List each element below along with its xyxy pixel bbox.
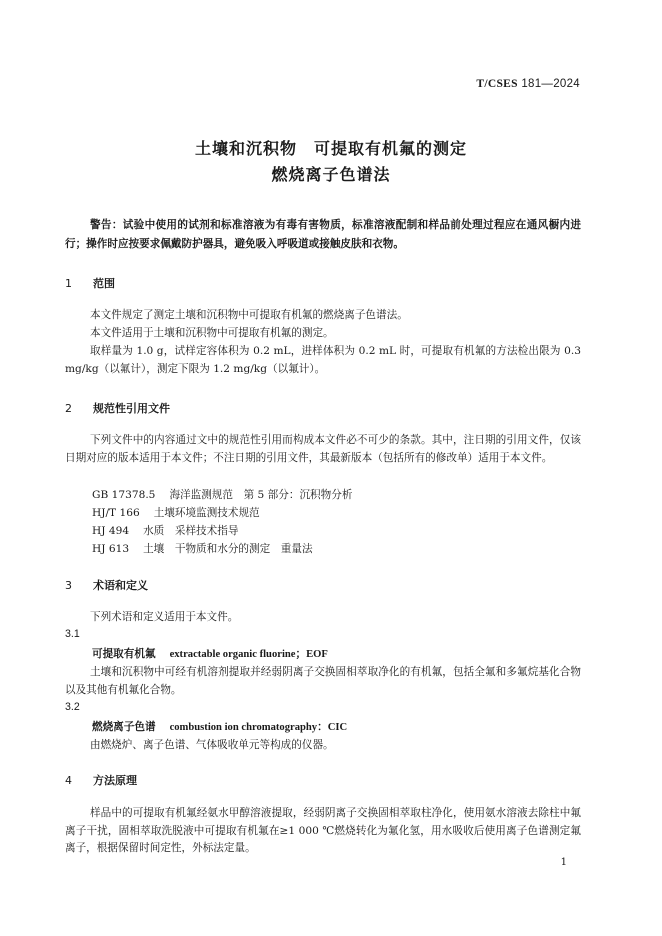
section-number: 3 <box>65 579 72 592</box>
section-2-intro: 下列文件中的内容通过文中的规范性引用而构成本文件必不可少的条款。其中，注日期的引用文件，仅该日期对应的版本适用于本文件；不注日期的引用文件，其最新版本（包括所有的修改单）适用于本文件。 <box>65 434 581 464</box>
reference-name: 土壤环境监测技术规范 <box>153 507 260 519</box>
term-number: 3.2 <box>65 701 80 713</box>
section-title: 方法原理 <box>93 774 137 787</box>
reference-code: HJ 494 <box>92 525 130 537</box>
section-4-p1: 样品中的可提取有机氟经氨水甲醇溶液提取，经弱阴离子交换固相萃取柱净化，使用氨水溶液去除柱中氟离子干扰，固相萃取洗脱液中可提取有机氟在≥1 000 ℃燃烧转化为氟化氢，用水吸收后使用离子色谱测定氟离子，根据保留时间定性，外标法定量。 <box>65 807 581 854</box>
reference-name: 海洋监测规范 第 5 部分：沉积物分析 <box>169 489 353 501</box>
reference-code: GB 17378.5 <box>92 489 156 501</box>
term-heading <box>92 719 347 734</box>
section-3-intro: 下列术语和定义适用于本文件。 <box>90 611 239 623</box>
section-number: 1 <box>65 277 72 290</box>
page-number: 1 <box>560 857 567 868</box>
section-title: 术语和定义 <box>93 579 148 592</box>
section-number: 2 <box>65 402 72 415</box>
section-1-p1: 本文件规定了测定土壤和沉积物中可提取有机氟的燃烧离子色谱法。 <box>90 309 408 321</box>
term-zh: 燃烧离子色谱 <box>92 721 156 733</box>
standard-code: 181—2024 <box>517 78 580 90</box>
reference-item <box>92 505 260 520</box>
term-en: extractable organic fluorine；EOF <box>169 649 328 660</box>
term-definition: 由燃烧炉、离子色谱、气体吸收单元等构成的仪器。 <box>90 739 334 751</box>
section-2-heading <box>65 400 170 416</box>
reference-name: 土壤 干物质和水分的测定 重量法 <box>143 543 313 555</box>
term-zh: 可提取有机氟 <box>92 648 156 660</box>
term-en: combustion ion chromatography：CIC <box>169 722 348 733</box>
reference-code: HJ 613 <box>92 543 130 555</box>
reference-item <box>92 487 352 502</box>
section-1-p3: 取样量为 1.0 g，试样定容体积为 0.2 mL，进样体积为 0.2 mL 时，可提取有机氟的方法检出限为 0.3 mg/kg（以氟计），测定下限为 1.2 mg/kg（以氟计）。 <box>65 345 581 375</box>
standard-prefix: T/CSES <box>476 78 518 90</box>
document-title-line1: 土壤和沉积物 可提取有机氟的测定 <box>194 139 467 158</box>
reference-item <box>92 523 238 538</box>
section-title: 规范性引用文件 <box>93 402 170 415</box>
term-definition: 土壤和沉积物中可经有机溶剂提取并经弱阴离子交换固相萃取净化的有机氟，包括全氟和多氟烷基化合物以及其他有机氟化合物。 <box>65 666 581 696</box>
document-title-line2: 燃烧离子色谱法 <box>271 165 391 184</box>
standard-number <box>476 78 580 90</box>
section-1-p2: 本文件适用于土壤和沉积物中可提取有机氟的测定。 <box>90 327 334 339</box>
term-heading <box>92 646 328 661</box>
section-1-heading <box>65 275 115 291</box>
reference-item <box>92 541 313 556</box>
section-number: 4 <box>65 774 72 787</box>
section-title: 范围 <box>93 277 115 290</box>
reference-name: 水质 采样技术指导 <box>143 525 239 537</box>
section-3-heading <box>65 577 148 593</box>
section-4-heading <box>65 772 137 788</box>
warning-paragraph: 警告：试验中使用的试剂和标准溶液为有毒有害物质，标准溶液配制和样品前处理过程应在通风橱内进行；操作时应按要求佩戴防护器具，避免吸入呼吸道或接触皮肤和衣物。 <box>65 219 581 250</box>
reference-code: HJ/T 166 <box>92 507 140 519</box>
term-number: 3.1 <box>65 628 80 640</box>
